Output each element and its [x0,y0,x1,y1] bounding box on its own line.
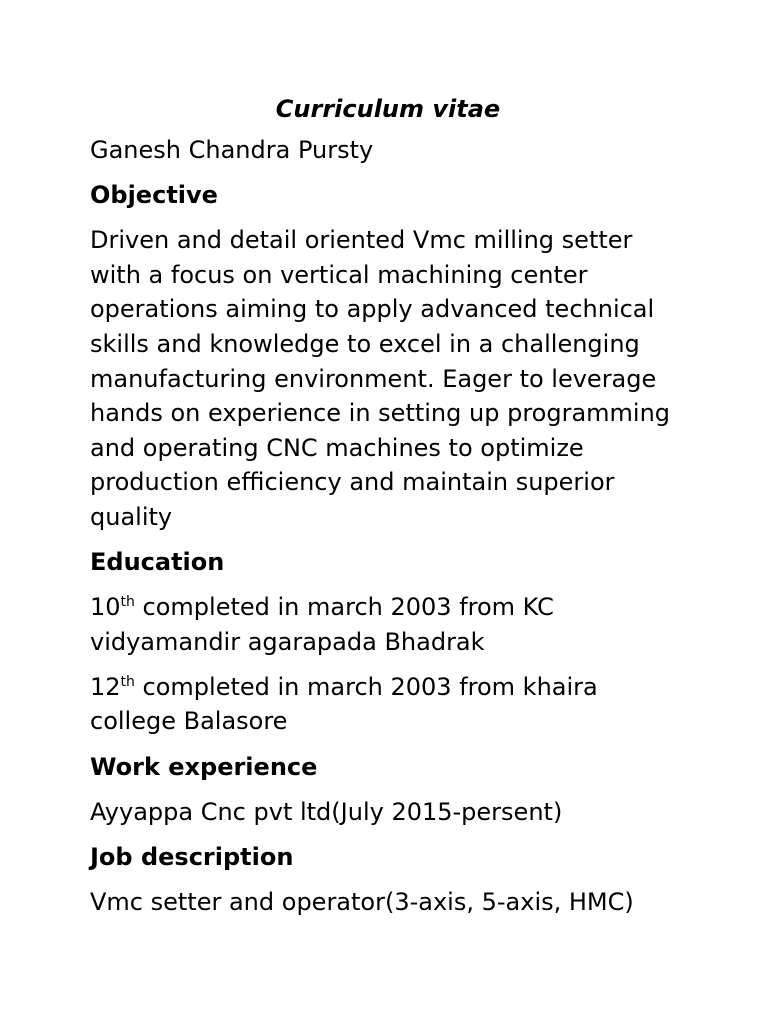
document-title: Curriculum vitae [275,95,501,123]
candidate-name: Ganesh Chandra Pursty [90,136,374,164]
education-heading: Education [90,548,225,577]
objective-text: Driven and detail oriented Vmc milling setter with a focus on vertical machining center operations aiming to apply advanced technical skills and knowledge to excel in a challenging manufacturing environment. Eager to leverage hands on experience in setting up programming and operating CNC machines to optimize production efficiency and maintain superior quality [90,226,671,531]
education-grade-suffix: th [120,673,135,690]
education-entry-text: completed in march 2003 from khaira college Balasore [90,672,598,736]
work-experience-text: Ayyappa Cnc pvt ltd(July 2015-persent) [90,797,563,826]
work-experience-heading: Work experience [90,752,318,781]
education-grade-suffix: th [120,594,135,611]
objective-heading: Objective [90,181,218,210]
education-grade: 12 [90,672,121,701]
education-grade: 10 [90,593,121,622]
education-entry-text: completed in march 2003 from KC vidyamandir agarapada Bhadrak [90,593,554,656]
job-description-text: Vmc setter and operator(3-axis, 5-axis, HMC) [90,887,634,916]
education-entry-12th [90,670,678,739]
education-entry-10th [90,590,678,659]
job-description-heading: Job description [90,842,294,871]
